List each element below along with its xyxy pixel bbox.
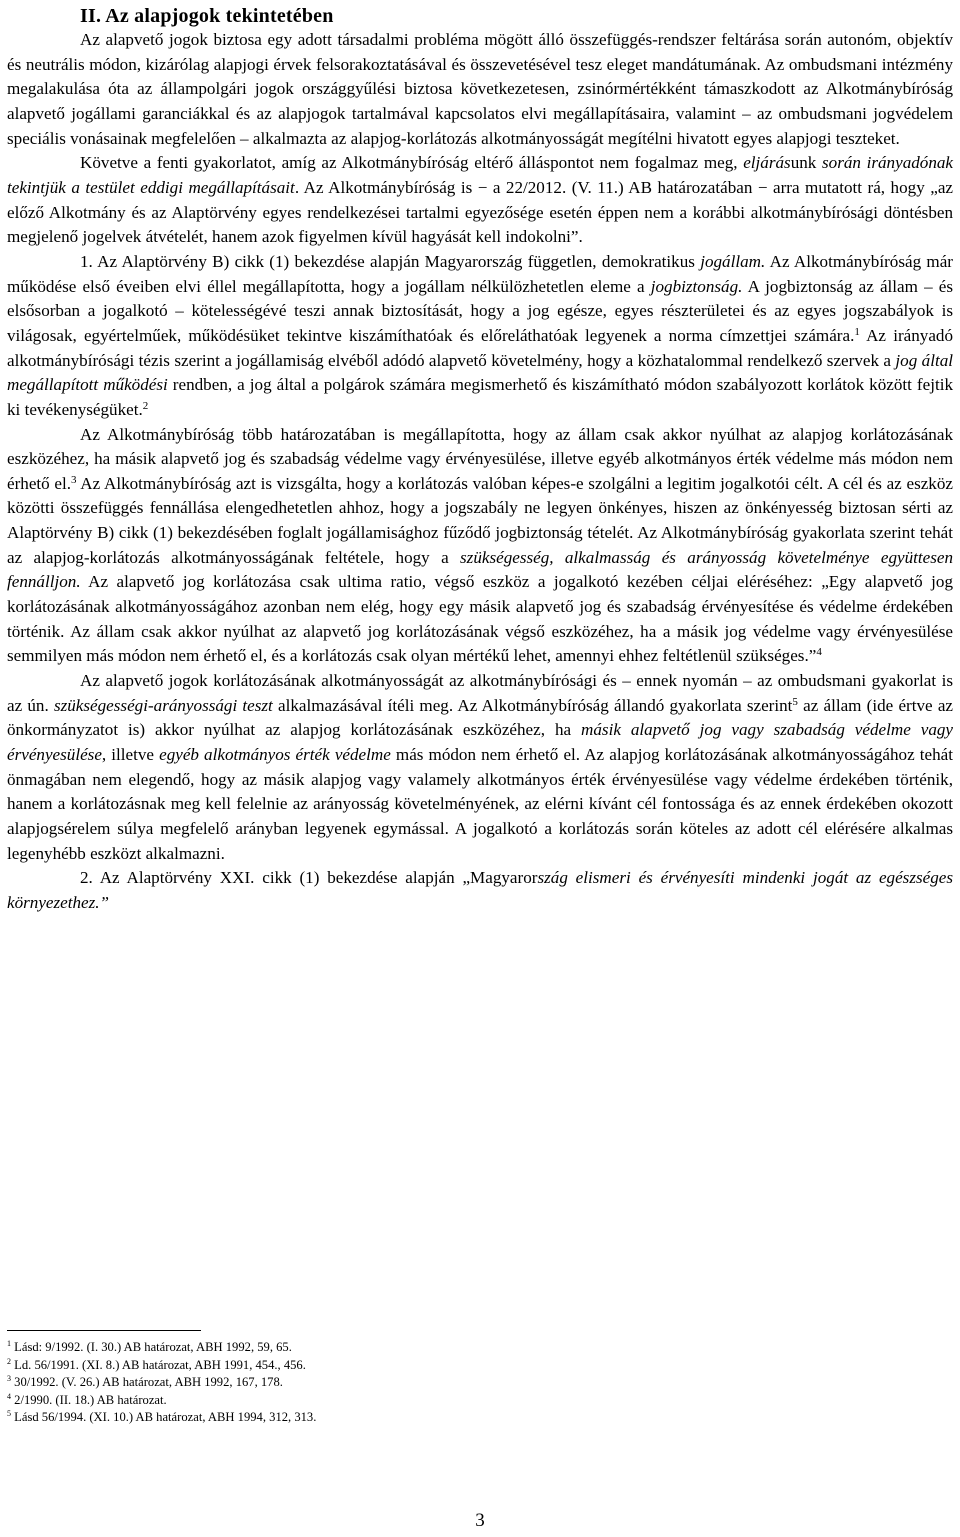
paragraph-practice — [7, 151, 953, 250]
paragraph-text: alkalmazásával ítéli meg. Az Alkotmánybíróság állandó gyakorlata szerint — [272, 695, 793, 715]
footnote-text: Ld. 56/1991. (XI. 8.) AB határozat, ABH 1991, 454., 456. — [14, 1357, 306, 1372]
paragraph-text: rendben, a jog által a polgárok számára megismerhető és kiszámítható módon szabályozott korlátok között fejtik ki tevékenységüket. — [7, 375, 953, 419]
italic-text: egyéb alkotmányos érték védelme — [159, 745, 391, 765]
footnote-number: 3 — [7, 1374, 11, 1384]
footnote-item — [7, 1357, 707, 1375]
footnote-divider — [7, 1330, 201, 1331]
page-number: 3 — [475, 1510, 485, 1531]
footnote-text: 30/1992. (V. 26.) AB határozat, ABH 1992, 167, 178. — [14, 1375, 283, 1390]
paragraph-proportionality-test — [7, 669, 953, 866]
paragraph-text: más módon nem érhető el. Az alapjog korlátozásának alkotmányosságához tehát önmagában nem elegendő, hogy az másik alapjog vagy valamely alkotmányos érték érvényesülése vagy védelme érdekében történik, hanem a korlátozásnak meg kell felelnie az arányosság követelményének, az elérni kívánt cél fontossága és az ennek érdekében okozott alapjogsérelem súlya megfelelő arányban legyenek egymással. A jogalkotó a korlátozás során köteles az adott cél elérésére alkalmas legenyhébb eszközt alkalmazni. — [7, 745, 953, 863]
paragraph-text: Követve a fenti gyakorlatot, amíg az Alkotmánybíróság eltérő álláspontot nem fogalmaz meg, — [80, 153, 744, 173]
footnote-ref[interactable]: 1 — [854, 325, 860, 338]
footnote-text: Lásd: 9/1992. (I. 30.) AB határozat, ABH 1992, 59, 65. — [14, 1340, 292, 1354]
footnote-item — [7, 1392, 707, 1410]
footnote-ref[interactable]: 4 — [816, 646, 822, 659]
paragraph-text: Az irányadó alkotmánybírósági tézis szerint a jogállamiság elvéből adódó alapvető követelmény, hogy a közhatalommal rendelkező szervek a — [7, 325, 953, 370]
paragraph-text: Az alapvető jogok biztosa egy adott társadalmi probléma mögött álló összefüggés-rendszer feltárása során autonóm, objektív és neutrális módon, kizárólag alapjogi érvek felsorakoztatásával és összevetésével tesz eleget mandátumának. Az ombudsmani intézmény megalakulása óta az állampolgári jogok országgyűlési biztosa következetesen, zsinórmértékként támaszkodott az Alkotmánybíróság alapvető jogállami garanciákkal és az alapjogok tartalmával kapcsolatos elvi megállapításaira, valamint – az ombudsmani jogvédelem speciális vonásainak megfelelően – alkalmazta az alapjog-korlátozás alkotmányosságát megítélni hivatott egyes alapjogi teszteket. — [7, 30, 953, 148]
paragraph-text: 1. Az Alaptörvény B) cikk (1) bekezdése alapján Magyarország független, demokratikus — [80, 251, 701, 271]
footnote-number: 2 — [7, 1356, 11, 1366]
footnote-item — [7, 1339, 707, 1357]
footnote-ref[interactable]: 3 — [71, 473, 77, 486]
italic-text: eljárás — [743, 153, 791, 173]
paragraph-text: , illetve — [101, 745, 160, 765]
italic-text: szükségesség, alkalmasság és arányosság követelménye együttesen fennálljon. — [7, 547, 954, 592]
italic-text: jog által megállapított működési — [7, 350, 953, 395]
italic-text: jogbiztonság. — [650, 276, 743, 296]
italic-text: jogállam. — [700, 251, 766, 271]
paragraph-text: Az Alkotmánybíróság azt is vizsgálta, hogy a korlátozás valóban képes-e szolgálni a legitim jogalkotói célt. A cél és az eszköz közötti összefüggés fennállása elengedhetetlen ahhoz, hogy a jogszabály ne legyen önkényes, hiszen az önkényesség biztosan sérti az Alaptörvény B) cikk (1) bekezdésében foglalt jogállamisághoz fűződő jogbiztonság tételét. Az Alkotmánybíróság gyakorlata szerint tehát az alapjog-korlátozás alkotmányosságának feltétele, hogy a — [7, 473, 953, 567]
footnote-ref[interactable]: 2 — [142, 399, 149, 412]
paragraph-text: Az alapvető jog korlátozása csak ultima ratio, végső eszköz a jogalkotó kezében céljai eléréséhez: „Egy alapvető jog korlátozásának alkotmányosságához azonban nem elég, hogy egy másik alapvető jog és szabadság érvényesítése és védelme érdekében történik. Az állam csak akkor nyúlhat az alapvető jog korlátozásának végső eszközéhez, ha a másik jog védelme vagy érvényesülése semmilyen más módon nem érhető el, és a korlátozás csak olyan mértékű lehet, amennyi ehhez feltétlenül szükséges.” — [7, 572, 953, 666]
paragraph-text: . Az Alkotmánybíróság is − a 22/2012. (V. 11.) AB határozatában − arra mutatott rá, hogy „az előző Alkotmány és az Alaptörvény egyes rendelkezései tartalmi egyezősége esetén éppen nem a korábbi alkotmánybírósági döntésben megjelenő jogelvek átvételét, hanem azok figyelmen kívül hagyását kell indokolni”. — [7, 177, 953, 247]
italic-text: során irányadónak tekintjük a testület eddigi megállapításait — [7, 153, 954, 197]
paragraph-rule-of-law — [7, 250, 953, 423]
main-text — [7, 4, 953, 916]
footnote-text: 2/1990. (II. 18.) AB határozat. — [14, 1392, 167, 1407]
footnote-item — [7, 1409, 707, 1427]
footnote-number: 4 — [7, 1391, 11, 1401]
paragraph-environment — [7, 866, 953, 915]
footnotes — [7, 1330, 707, 1427]
italic-text: másik alapvető jog vagy szabadság védelme vagy érvényesülése — [7, 720, 953, 765]
footnote-number: 1 — [7, 1339, 11, 1348]
paragraph-text: unk — [790, 153, 822, 173]
paragraph-text: Az Alkotmánybíróság több határozatában is megállapította, hogy az állam csak akkor nyúlhat az alapjog korlátozásának eszközéhez, ha másik alapvető jog és szabadság védelme vagy érvényesülése, illetve egyéb alkotmányos érték védelme más módon nem érhető el. — [7, 424, 953, 493]
paragraph-text: A jogbiztonság az állam – és elsősorban a jogalkotó – kötelességévé teszi annak biztosítását, hogy a jog egésze, egyes részterületei és az egyes jogszabályok is világosak, egyértelműek, működésüket tekintve kiszámíthatóak és előreláthatóak legyenek a norma címzettjei számára. — [7, 276, 953, 345]
footnote-ref[interactable]: 5 — [792, 695, 798, 708]
paragraph-text: Az Alkotmánybíróság már működése első éveiben elvi éllel megállapította, hogy a jogállam nélkülözhetetlen eleme a — [7, 251, 953, 296]
paragraph-intro — [7, 28, 953, 151]
footnote-number: 5 — [7, 1409, 11, 1419]
footnote-item — [7, 1374, 707, 1392]
italic-text: szág elismeri és érvényesíti mindenki jogát az egészséges környezethez.” — [7, 868, 953, 912]
paragraph-restriction — [7, 423, 953, 670]
paragraph-text: az állam (ide értve az önkormányzatot is) akkor nyúlhat az alapjog korlátozásának eszközéhez, ha — [7, 695, 953, 740]
paragraph-text: Az alapvető jogok korlátozásának alkotmányosságát az alkotmánybírósági és – ennek nyomán – az ombudsmani gyakorlat is az ún. — [7, 671, 953, 715]
paragraph-text: 2. Az Alaptörvény XXI. cikk (1) bekezdése alapján „Magyaror — [80, 868, 538, 888]
section-heading: II. Az alapjogok tekintetében — [80, 5, 334, 27]
italic-text: szükségességi-arányossági teszt — [53, 695, 273, 715]
footnote-text: Lásd 56/1994. (XI. 10.) AB határozat, ABH 1994, 312, 313. — [14, 1410, 317, 1425]
